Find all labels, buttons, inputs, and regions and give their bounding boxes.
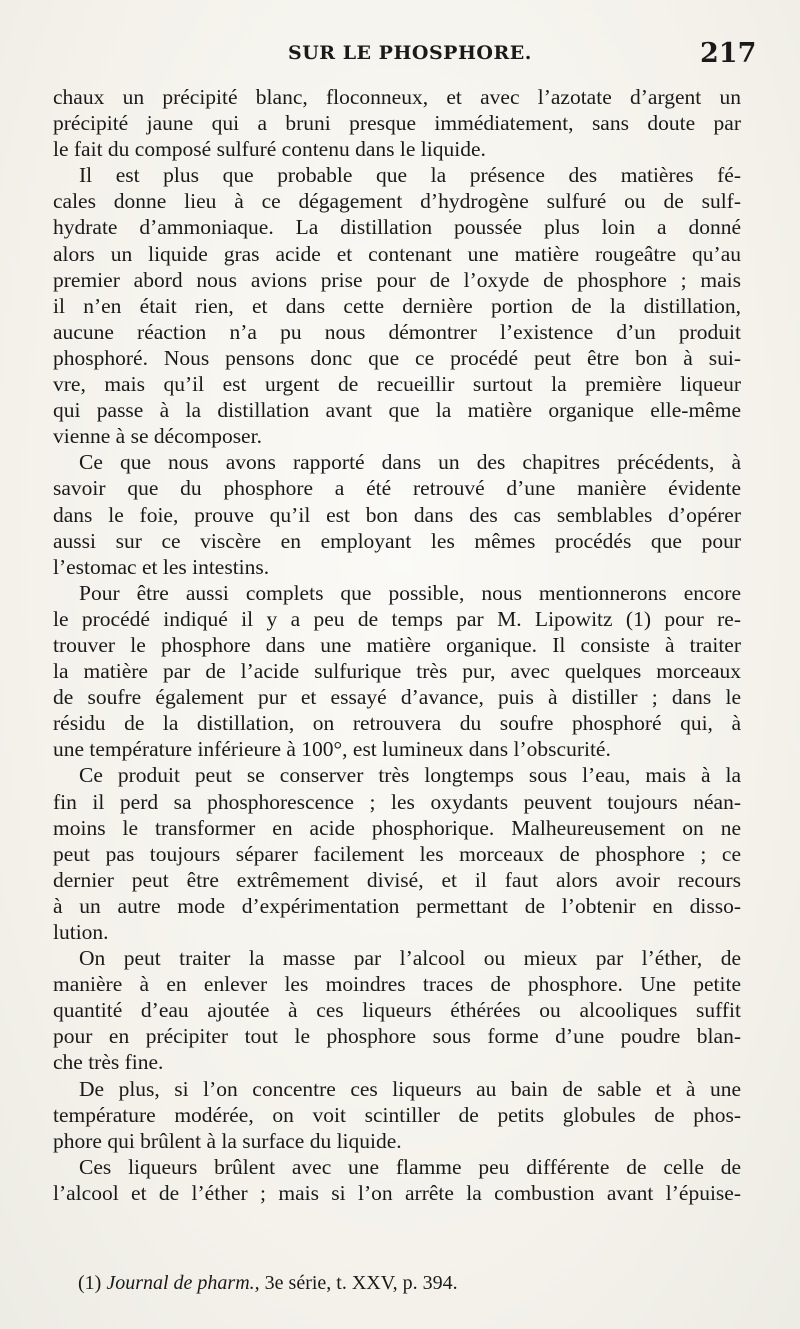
text-line: le procédé indiqué il y a peu de temps par M. Lipowitz (1) pour re-: [53, 606, 741, 631]
text-line: chaux un précipité blanc, floconneux, et avec l’azotate d’argent un: [53, 85, 741, 109]
footnote-reference: 3e série, t. XXV, p. 394.: [264, 1272, 458, 1294]
text-line: peut pas toujours séparer facilement les morceaux de phosphore ; ce: [53, 841, 741, 866]
text-line: alors un liquide gras acide et contenant une matière rougeâtre qu’au: [53, 241, 741, 266]
text-line: fin il perd sa phosphorescence ; les oxydants peuvent toujours néan-: [53, 789, 741, 814]
text-line: pour en précipiter tout le phosphore sous forme d’une poudre blan-: [53, 1024, 741, 1049]
running-head: [0, 38, 800, 78]
text-line: Ce que nous avons rapporté dans un des chapitres précédents, à: [79, 450, 741, 475]
text-line: une température inférieure à 100°, est lumineux dans l’obscurité.: [53, 737, 611, 762]
text-line: à un autre mode d’expérimentation permettant de l’obtenir en disso-: [53, 893, 741, 918]
text-line: dans le foie, prouve qu’il est bon dans des cas semblables d’opérer: [53, 502, 741, 527]
text-line: l’alcool et de l’éther ; mais si l’on arrête la combustion avant l’épuise-: [53, 1180, 741, 1205]
text-line: résidu de la distillation, on retrouvera du soufre phosphoré qui, à: [53, 711, 741, 736]
text-line: manière à en enlever les moindres traces de phosphore. Une petite: [53, 972, 741, 997]
text-line: che très fine.: [53, 1050, 164, 1075]
text-line: savoir que du phosphore a été retrouvé d’une manière évidente: [53, 476, 741, 501]
text-line: de soufre également pur et essayé d’avance, puis à distiller ; dans le: [53, 685, 741, 710]
footnote-marker: (1): [78, 1272, 102, 1294]
text-line: quantité d’eau ajoutée à ces liqueurs éthérées ou alcooliques suffit: [53, 998, 741, 1023]
text-line: il n’en était rien, et dans cette dernière portion de la distillation,: [53, 293, 741, 318]
text-line: On peut traiter la masse par l’alcool ou mieux par l’éther, de: [79, 946, 741, 971]
footnote-journal: Journal de pharm.,: [106, 1272, 260, 1294]
running-title: SUR LE PHOSPHORE.: [288, 42, 532, 64]
text-line: moins le transformer en acide phosphorique. Malheureusement on ne: [53, 815, 741, 840]
text-line: Il est plus que probable que la présence des matières fé-: [79, 163, 741, 188]
text-line: température modérée, on voit scintiller de petits globules de phos-: [53, 1102, 741, 1127]
text-line: précipité jaune qui a bruni presque immédiatement, sans doute par: [53, 111, 741, 136]
body-text: [53, 84, 741, 1206]
text-line: aussi sur ce viscère en employant les mêmes procédés que pour: [53, 528, 741, 553]
text-line: l’estomac et les intestins.: [53, 554, 270, 579]
text-line: cales donne lieu à ce dégagement d’hydrogène sulfuré ou de sulf-: [53, 189, 741, 214]
text-line: qui passe à la distillation avant que la matière organique elle-même: [53, 398, 741, 423]
text-line: premier abord nous avions prise pour de l’oxyde de phosphore ; mais: [53, 267, 741, 292]
text-line: la matière par de l’acide sulfurique très pur, avec quelques morceaux: [53, 659, 741, 684]
text-line: phosphoré. Nous pensons donc que ce procédé peut être bon à sui-: [53, 345, 741, 370]
footnote: [78, 1271, 718, 1295]
text-line: lution.: [53, 920, 109, 944]
text-line: dernier peut être extrêmement divisé, et il faut alors avoir recours: [53, 867, 741, 892]
text-line: phore qui brûlent à la surface du liquide.: [53, 1128, 402, 1153]
text-line: Pour être aussi complets que possible, nous mentionnerons encore: [79, 580, 741, 605]
text-line: vienne à se décomposer.: [53, 424, 262, 449]
text-line: aucune réaction n’a pu nous démontrer l’existence d’un produit: [53, 319, 741, 344]
text-line: Ces liqueurs brûlent avec une flamme peu différente de celle de: [79, 1154, 741, 1179]
text-line: De plus, si l’on concentre ces liqueurs au bain de sable et à une: [79, 1076, 741, 1101]
text-line: trouver le phosphore dans une matière organique. Il consiste à traiter: [53, 632, 741, 657]
text-line: hydrate d’ammoniaque. La distillation poussée plus loin a donné: [53, 215, 741, 240]
text-line: vre, mais qu’il est urgent de recueillir surtout la première liqueur: [53, 372, 741, 397]
text-line: Ce produit peut se conserver très longtemps sous l’eau, mais à la: [79, 763, 741, 788]
page-number: 217: [700, 38, 757, 69]
text-line: le fait du composé sulfuré contenu dans le liquide.: [53, 137, 486, 162]
